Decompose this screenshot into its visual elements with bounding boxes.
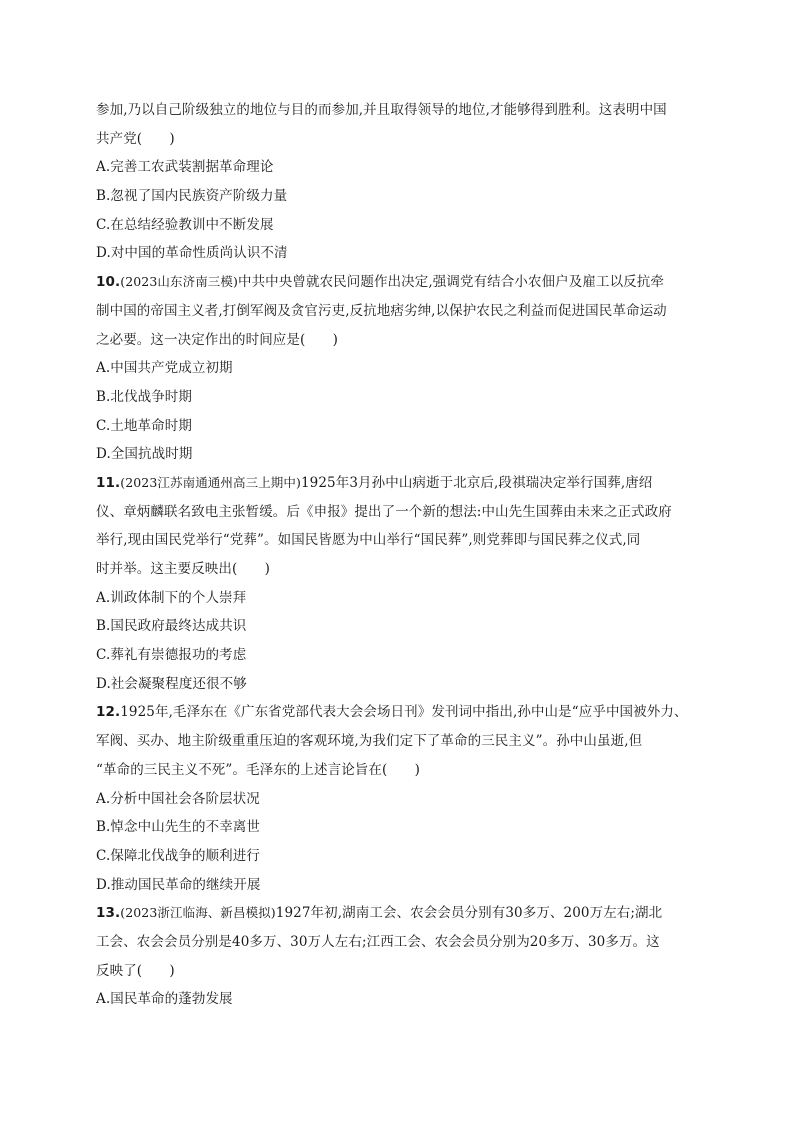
- question-12: [96, 698, 706, 899]
- option-a: A.完善工农武装割据革命理论: [96, 159, 274, 176]
- question-stem-line: 之必要。这一决定作出的时间应是( ): [96, 331, 338, 348]
- exam-page: [96, 96, 706, 1014]
- question-number: 10.: [96, 274, 121, 291]
- question-stem-line: 时并举。这主要反映出( ): [96, 561, 270, 577]
- question-stem-text: 中共中央曾就农民问题作出决定,强调党有结合小农佃户及雇工以反抗牵: [237, 274, 664, 291]
- option-a: A.训政体制下的个人崇拜: [96, 589, 247, 606]
- question-source: (2023山东济南三模): [120, 274, 238, 290]
- question-number: 12.: [96, 704, 121, 721]
- question-number: 11.: [96, 474, 121, 491]
- question-stem-line: “革命的三民主义不死”。毛泽东的上述言论旨在( ): [96, 761, 420, 778]
- question-stem-line: 举行,现由国民党举行“党葬”。如国民皆愿为中山举行“国民葬”,则党葬即与国民葬之仪式,同: [96, 532, 641, 549]
- option-c: C.土地革命时期: [96, 417, 192, 434]
- question-stem-text: 1925年3月孙中山病逝于北京后,段祺瑞决定举行国葬,唐绍: [300, 474, 653, 491]
- option-a: A.国民革命的蓬勃发展: [96, 991, 233, 1008]
- question-10: [96, 268, 706, 469]
- question-source: (2023江苏南通通州高三上期中): [120, 474, 301, 490]
- option-c: C.葬礼有崇德报功的考虑: [96, 647, 247, 664]
- option-c: C.在总结经验教训中不断发展: [96, 216, 274, 233]
- question-9: [96, 96, 706, 268]
- question-stem-line: 制中国的帝国主义者,打倒军阀及贪官污吏,反抗地痞劣绅,以保护农民之利益而促进国民革命运动: [96, 302, 667, 319]
- option-d: D.对中国的革命性质尚认识不清: [96, 245, 288, 262]
- option-b: B.北伐战争时期: [96, 388, 193, 405]
- question-11: [96, 469, 706, 699]
- option-a: A.分析中国社会各阶层状况: [96, 790, 260, 807]
- question-stem-line: 仪、章炳麟联名致电主张暂缓。后《申报》提出了一个新的想法:中山先生国葬由未来之正式政府: [96, 503, 672, 520]
- option-d: D.全国抗战时期: [96, 446, 193, 463]
- question-stem-line: 共产党( ): [96, 130, 175, 147]
- question-stem-line: 反映了( ): [96, 962, 175, 979]
- option-a: A.中国共产党成立初期: [96, 360, 233, 377]
- question-stem-line: [96, 268, 706, 297]
- question-stem-text: 1925年,毛泽东在《广东省党部代表大会会场日刊》发刊词中指出,孙中山是“应乎中国被外力、: [120, 704, 688, 721]
- option-d: D.推动国民革命的继续开展: [96, 876, 261, 893]
- question-stem-line: 工会、农会会员分别是40多万、30万人左右;江西工会、农会会员分别为20多万、30多万。这: [96, 933, 660, 950]
- option-b: B.国民政府最终达成共识: [96, 618, 247, 635]
- question-stem-line: [96, 469, 706, 498]
- option-c: C.保障北伐战争的顺利进行: [96, 847, 260, 864]
- option-b: B.忽视了国内民族资产阶级力量: [96, 188, 288, 205]
- question-source: (2023浙江临海、新昌模拟): [120, 905, 276, 921]
- question-stem-line: 军阀、买办、地主阶级重重压迫的客观环境,为我们定下了革命的三民主义”。孙中山虽逝,但: [96, 733, 643, 750]
- question-stem-line: 参加,乃以自己阶级独立的地位与目的而参加,并且取得领导的地位,才能够得到胜利。这表明中国: [96, 102, 667, 118]
- question-stem-text: 1927年初,湖南工会、农会会员分别有30多万、200万左右;湖北: [275, 905, 663, 922]
- question-13: [96, 899, 706, 1014]
- question-stem-line: [96, 899, 706, 928]
- option-d: D.社会凝聚程度还很不够: [96, 675, 247, 692]
- question-stem-line: [96, 698, 706, 727]
- option-b: B.悼念中山先生的不幸离世: [96, 819, 261, 836]
- question-number: 13.: [96, 905, 121, 922]
